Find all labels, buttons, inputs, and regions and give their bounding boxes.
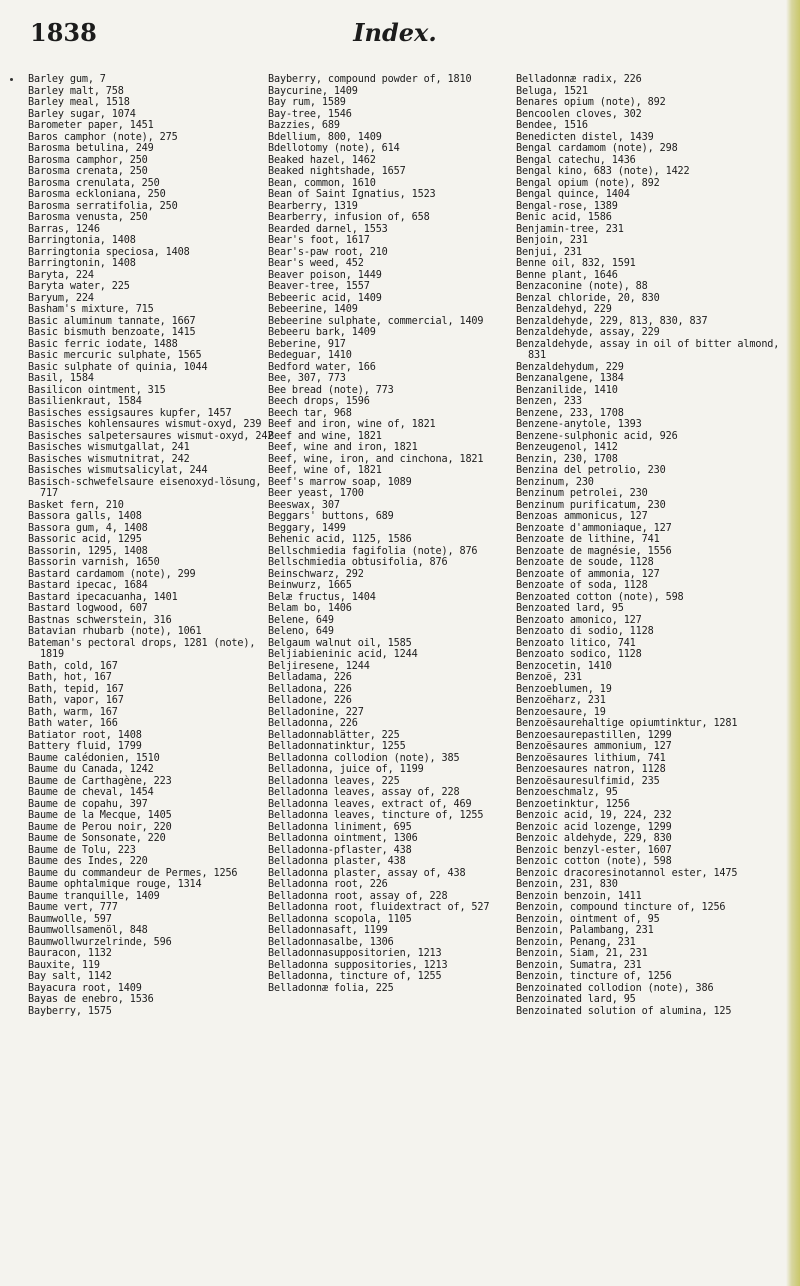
index-entry: Benzene, 233, 1708 <box>516 407 624 419</box>
index-entry: Barras, 1246 <box>28 223 100 235</box>
index-entry: Benzoated cotton (note), 598 <box>516 591 684 603</box>
index-entry: Bedford water, 166 <box>268 361 376 373</box>
index-entry: Basil, 1584 <box>28 373 94 384</box>
index-entry: Bay rum, 1589 <box>268 97 346 108</box>
index-entry: Baryta water, 225 <box>28 281 130 292</box>
index-entry: Benzoato amonico, 127 <box>516 614 642 626</box>
index-entry: Benzoinated collodion (note), 386 <box>516 982 714 994</box>
index-entry: Basisches salpetersaures wismut-oxyd, 242 <box>28 430 274 442</box>
index-entry: Benzoate de lithine, 741 <box>516 534 660 545</box>
index-entry: Baume de la Mecque, 1405 <box>28 810 172 821</box>
index-entry: Baume vert, 777 <box>28 902 118 913</box>
index-entry: Basic bismuth benzoate, 1415 <box>28 327 196 338</box>
index-entry: Basham's mixture, 715 <box>28 304 154 315</box>
index-entry: Baume de Perou noir, 220 <box>28 821 172 833</box>
index-entry: Benzoin, Penang, 231 <box>516 936 636 948</box>
index-entry: Baume du commandeur de Permes, 1256 <box>28 867 238 879</box>
index-entry: Baumwollwurzelrinde, 596 <box>28 936 172 948</box>
index-entry: Beeswax, 307 <box>268 499 340 511</box>
index-entry: Benzoate of ammonia, 127 <box>516 568 660 580</box>
index-entry: Belladonna-pflaster, 438 <box>268 844 412 856</box>
index-entry: Bebeerine, 1409 <box>268 304 358 315</box>
margin-mark <box>10 78 13 81</box>
index-entry: Beggars' buttons, 689 <box>268 511 394 522</box>
index-entry: Beech tar, 968 <box>268 407 352 419</box>
index-entry: Barley malt, 758 <box>28 85 124 97</box>
index-entry: Bath water, 166 <box>28 718 118 729</box>
index-entry: Benzoic benzyl-ester, 1607 <box>516 844 672 856</box>
index-entry: Belladonnasalbe, 1306 <box>268 936 394 948</box>
index-entry: Benzoësaures ammonium, 127 <box>516 741 672 752</box>
index-entry: Benzoin, 231, 830 <box>516 879 618 890</box>
index-entry: Belladonna ointment, 1306 <box>268 833 418 844</box>
index-entry: Bee, 307, 773 <box>268 373 346 384</box>
index-entry: Bassorin, 1295, 1408 <box>28 545 148 557</box>
index-entry: Bean of Saint Ignatius, 1523 <box>268 189 436 200</box>
index-entry: Basisches wismutsalicylat, 244 <box>28 465 208 476</box>
index-entry: Benzoin, ointment of, 95 <box>516 913 660 925</box>
index-entry: Belladonine, 227 <box>268 706 364 718</box>
index-entry: Beef and wine, 1821 <box>268 430 382 442</box>
index-entry: Bassorin varnish, 1650 <box>28 557 160 568</box>
index-entry: Baumwollsamenöl, 848 <box>28 925 148 936</box>
index-entry: Benzoesaurepastillen, 1299 <box>516 729 672 741</box>
index-entry: Belladama, 226 <box>268 672 352 683</box>
index-entry: Benzoësaures lithium, 741 <box>516 752 666 764</box>
index-entry: Beleno, 649 <box>268 626 334 637</box>
index-entry: Benne oil, 832, 1591 <box>516 258 636 269</box>
index-entry: Bateman's pectoral drops, 1281 (note), 1819 <box>28 637 256 660</box>
index-entry: Bastard ipecac, 1684 <box>28 580 148 591</box>
index-entry: Bengal cardamom (note), 298 <box>516 143 678 154</box>
index-entry: Benzaldehyde, assay in oil of bitter almond, 831 <box>516 338 780 361</box>
index-entry: Belladonna suppositories, 1213 <box>268 959 448 971</box>
index-entry: Bebeeric acid, 1409 <box>268 292 382 304</box>
index-entry: Bath, vapor, 167 <box>28 695 124 706</box>
index-entry: Benzoin benzoin, 1411 <box>516 890 642 902</box>
index-entry: Baryta, 224 <box>28 269 94 281</box>
index-entry: Benzinum petrolei, 230 <box>516 488 648 499</box>
index-entry: Belladonna, 226 <box>268 718 358 729</box>
index-entry: Benzene-sulphonic acid, 926 <box>516 430 678 442</box>
index-entry: Baumwolle, 597 <box>28 913 112 925</box>
index-entry: Bear's weed, 452 <box>268 258 364 269</box>
index-entry: Baros camphor (note), 275 <box>28 131 178 143</box>
index-entry: Bassora galls, 1408 <box>28 511 142 522</box>
index-entry: Beaked nightshade, 1657 <box>268 166 406 177</box>
index-entry: Benedicten distel, 1439 <box>516 131 654 143</box>
index-entry: Beef's marrow soap, 1089 <box>268 476 412 488</box>
index-entry: Benic acid, 1586 <box>516 212 612 223</box>
index-entry: Bearberry, 1319 <box>268 200 358 212</box>
index-entry: Belæ fructus, 1404 <box>268 591 376 603</box>
index-entry: Bassoric acid, 1295 <box>28 534 142 545</box>
index-entry: Battery fluid, 1799 <box>28 741 142 752</box>
index-entry: Benne plant, 1646 <box>516 269 618 281</box>
index-entry: Benzinum purificatum, 230 <box>516 499 666 511</box>
index-entry: Basisches essigsaures kupfer, 1457 <box>28 407 232 419</box>
index-entry: Beaver-tree, 1557 <box>268 281 370 292</box>
index-entry: Benares opium (note), 892 <box>516 97 666 108</box>
index-entry: Benzoë, 231 <box>516 672 582 683</box>
index-entry: Benzoeschmalz, 95 <box>516 787 618 798</box>
index-entry: Benzoinated lard, 95 <box>516 994 636 1005</box>
index-entry: Bellschmiedia fagifolia (note), 876 <box>268 545 478 557</box>
index-entry: Bengal quince, 1404 <box>516 189 630 200</box>
index-entry: Benzoate d'ammoniaque, 127 <box>516 522 672 534</box>
index-entry: Bdellotomy (note), 614 <box>268 143 400 154</box>
index-entry: Beinwurz, 1665 <box>268 580 352 591</box>
index-entry: Bazzies, 689 <box>268 120 340 131</box>
index-entry: Barley sugar, 1074 <box>28 108 136 120</box>
index-entry: Bellschmiedia obtusifolia, 876 <box>268 557 448 568</box>
index-entry: Benzen, 233 <box>516 396 582 407</box>
index-entry: Belladonna plaster, assay of, 438 <box>268 867 466 879</box>
index-entry: Benzoin, compound tincture of, 1256 <box>516 902 726 913</box>
index-entry: Batavian rhubarb (note), 1061 <box>28 626 202 637</box>
index-entry: Baume ophtalmique rouge, 1314 <box>28 879 202 890</box>
index-entry: Benzal chloride, 20, 830 <box>516 292 660 304</box>
index-entry: Baume de copahu, 397 <box>28 798 148 810</box>
index-entry: Bencoolen cloves, 302 <box>516 108 642 120</box>
index-entry: Barley meal, 1518 <box>28 97 130 108</box>
index-entry: Belladonna root, assay of, 228 <box>268 890 448 902</box>
index-entry: Benjamin-tree, 231 <box>516 223 624 235</box>
index-entry: Beef, wine and iron, 1821 <box>268 442 418 453</box>
index-entry: Benzoinated solution of alumina, 125 <box>516 1005 732 1017</box>
index-entry: Benzoin, Palambang, 231 <box>516 925 654 936</box>
index-entry: Benzinum, 230 <box>516 476 594 488</box>
index-entry: Bear's foot, 1617 <box>268 235 370 246</box>
index-entry: Belladonnæ folia, 225 <box>268 982 394 994</box>
index-entry: Barringtonia speciosa, 1408 <box>28 246 190 258</box>
index-entry: Benzoic cotton (note), 598 <box>516 856 672 867</box>
index-entry: Bearded darnel, 1553 <box>268 223 388 235</box>
index-entry: Benzoësauresulfimid, 235 <box>516 775 660 787</box>
index-entry: Baume calédonien, 1510 <box>28 752 160 764</box>
index-entry: Benzoato sodico, 1128 <box>516 649 642 660</box>
index-entry: Bath, cold, 167 <box>28 660 118 672</box>
index-entry: Basic sulphate of quinia, 1044 <box>28 361 208 373</box>
index-column-2 <box>268 74 518 994</box>
index-entry: Belladonnablätter, 225 <box>268 729 400 741</box>
index-entry: Benjoin, 231 <box>516 235 588 246</box>
index-entry: Bean, common, 1610 <box>268 177 376 189</box>
page-edge <box>786 0 800 1286</box>
index-entry: Bebeeru bark, 1409 <box>268 327 376 338</box>
index-entry: Bendee, 1516 <box>516 120 588 131</box>
index-column-3 <box>516 74 784 1017</box>
index-entry: Belladona, 226 <box>268 683 352 695</box>
index-entry: Benzocetin, 1410 <box>516 660 612 672</box>
index-entry: Belladonna root, 226 <box>268 879 388 890</box>
index-entry: Belladonna plaster, 438 <box>268 856 406 867</box>
index-entry: Beef, wine of, 1821 <box>268 465 382 476</box>
index-entry: Benzoate de magnésie, 1556 <box>516 545 672 557</box>
index-entry: Baume de Tolu, 223 <box>28 844 136 856</box>
index-entry: Benzoato litico, 741 <box>516 637 636 649</box>
index-entry: Belladonna scopola, 1105 <box>268 913 412 925</box>
index-entry: Benzoin, tincture of, 1256 <box>516 971 672 982</box>
index-entry: Beef and iron, wine of, 1821 <box>268 419 436 430</box>
index-entry: Benzoic acid lozenge, 1299 <box>516 821 672 833</box>
index-entry: Basilienkraut, 1584 <box>28 396 142 407</box>
index-entry: Basic mercuric sulphate, 1565 <box>28 350 202 361</box>
index-entry: Bastard logwood, 607 <box>28 603 148 614</box>
index-entry: Belladonna leaves, assay of, 228 <box>268 787 460 798</box>
index-entry: Basisches wismutnitrat, 242 <box>28 453 190 465</box>
index-entry: Barley gum, 7 <box>28 74 106 85</box>
index-entry: Bastnas schwerstein, 316 <box>28 614 172 626</box>
index-entry: Belladonna leaves, extract of, 469 <box>268 798 472 810</box>
index-entry: Belladonna collodion (note), 385 <box>268 752 460 764</box>
index-entry: Bay salt, 1142 <box>28 971 112 982</box>
index-entry: Benzoin, Sumatra, 231 <box>516 959 642 971</box>
index-entry: Baume de Sonsonate, 220 <box>28 833 166 844</box>
index-entry: Barosma serratifolia, 250 <box>28 200 178 212</box>
index-entry: Basisches kohlensaures wismut-oxyd, 239 <box>28 419 262 430</box>
index-entry: Bengal catechu, 1436 <box>516 154 636 166</box>
index-entry: Benzanalgene, 1384 <box>516 373 624 384</box>
index-entry: Bay-tree, 1546 <box>268 108 352 120</box>
index-entry: Benzaldehyde, 229, 813, 830, 837 <box>516 315 708 327</box>
index-entry: Benzoesaures natron, 1128 <box>516 764 666 775</box>
index-entry: Benzoic aldehyde, 229, 830 <box>516 833 672 844</box>
index-entry: Belladonna, tincture of, 1255 <box>268 971 442 982</box>
index-entry: Basisches wismutgallat, 241 <box>28 442 190 453</box>
index-entry: Beaked hazel, 1462 <box>268 154 376 166</box>
index-entry: Benzene-anytole, 1393 <box>516 419 642 430</box>
index-entry: Benzaldehyd, 229 <box>516 304 612 315</box>
index-entry: Bear's-paw root, 210 <box>268 246 388 258</box>
index-entry: Benzoato di sodio, 1128 <box>516 626 654 637</box>
index-entry: Bayberry, compound powder of, 1810 <box>268 74 472 85</box>
index-entry: Basisch-schwefelsaure eisenoxyd-lösung, 717 <box>28 476 262 499</box>
index-entry: Benzoesaure, 19 <box>516 706 606 718</box>
index-entry: Bauxite, 119 <box>28 959 100 971</box>
index-entry: Benzin, 230, 1708 <box>516 453 618 465</box>
index-entry: Beech drops, 1596 <box>268 396 370 407</box>
page-number: 1838 <box>30 18 97 47</box>
index-entry: Bath, hot, 167 <box>28 672 112 683</box>
index-entry: Belladonna root, fluidextract of, 527 <box>268 902 490 913</box>
index-entry: Baume du Canada, 1242 <box>28 764 154 775</box>
index-entry: Benzanilide, 1410 <box>516 384 618 396</box>
index-entry: Barosma betulina, 249 <box>28 143 154 154</box>
page-title: Index. <box>353 18 437 47</box>
index-entry: Baume de cheval, 1454 <box>28 787 154 798</box>
index-entry: Belladonnæ radix, 226 <box>516 74 642 85</box>
index-entry: Benzoic dracoresinotannol ester, 1475 <box>516 867 738 879</box>
index-entry: Belladonnasaft, 1199 <box>268 925 388 936</box>
index-entry: Benzoin, Siam, 21, 231 <box>516 948 648 959</box>
index-entry: Beljiabieninic acid, 1244 <box>268 649 418 660</box>
index-entry: Benzoetinktur, 1256 <box>516 798 630 810</box>
index-column-1 <box>28 74 278 1017</box>
index-entry: Barringtonin, 1408 <box>28 258 136 269</box>
index-entry: Bee bread (note), 773 <box>268 384 394 396</box>
index-entry: Bengal opium (note), 892 <box>516 177 660 189</box>
index-entry: Beluga, 1521 <box>516 85 588 97</box>
index-entry: Bauracon, 1132 <box>28 948 112 959</box>
index-entry: Barosma eckloniana, 250 <box>28 189 166 200</box>
index-entry: Belladonna, juice of, 1199 <box>268 764 424 775</box>
index-entry: Basilicon ointment, 315 <box>28 384 166 396</box>
index-entry: Bayacura root, 1409 <box>28 982 142 994</box>
index-entry: Benzoate of soda, 1128 <box>516 580 648 591</box>
page-header <box>20 14 770 58</box>
index-entry: Belladonna leaves, tincture of, 1255 <box>268 810 484 821</box>
index-entry: Baycurine, 1409 <box>268 85 358 97</box>
index-entry: Bayberry, 1575 <box>28 1005 112 1017</box>
index-entry: Bastard ipecacuanha, 1401 <box>28 591 178 603</box>
index-entry: Belladonna leaves, 225 <box>268 775 400 787</box>
index-entry: Benzina del petrolio, 230 <box>516 465 666 476</box>
index-entry: Batiator root, 1408 <box>28 729 142 741</box>
index-entry: Benzoated lard, 95 <box>516 603 624 614</box>
index-entry: Benzoeblumen, 19 <box>516 683 612 695</box>
index-entry: Barometer paper, 1451 <box>28 120 154 131</box>
index-entry: Benzoate de soude, 1128 <box>516 557 654 568</box>
index-entry: Benzaconine (note), 88 <box>516 281 648 292</box>
index-entry: Benzaldehydum, 229 <box>516 361 624 373</box>
index-entry: Benzoësaurehaltige opiumtinktur, 1281 <box>516 718 738 729</box>
index-entry: Benzoic acid, 19, 224, 232 <box>516 810 672 821</box>
index-entry: Bedeguar, 1410 <box>268 350 352 361</box>
index-entry: Barosma crenulata, 250 <box>28 177 160 189</box>
index-entry: Beberine, 917 <box>268 338 346 350</box>
index-entry: Beer yeast, 1700 <box>268 488 364 499</box>
index-entry: Bayas de enebro, 1536 <box>28 994 154 1005</box>
index-entry: Bastard cardamom (note), 299 <box>28 568 196 580</box>
index-entry: Beljiresene, 1244 <box>268 660 370 672</box>
index-entry: Bengal kino, 683 (note), 1422 <box>516 166 690 177</box>
index-entry: Barosma camphor, 250 <box>28 154 148 166</box>
index-entry: Behenic acid, 1125, 1586 <box>268 534 412 545</box>
index-entry: Barosma venusta, 250 <box>28 212 148 223</box>
index-entry: Basic ferric iodate, 1488 <box>28 338 178 350</box>
index-entry: Belladone, 226 <box>268 695 352 706</box>
index-entry: Barringtonia, 1408 <box>28 235 136 246</box>
index-entry: Belladonnasuppositorien, 1213 <box>268 948 442 959</box>
index-entry: Bath, warm, 167 <box>28 706 118 718</box>
index-entry: Baryum, 224 <box>28 292 94 304</box>
index-entry: Bengal-rose, 1389 <box>516 200 618 212</box>
index-entry: Benzoas ammonicus, 127 <box>516 511 648 522</box>
index-entry: Basket fern, 210 <box>28 499 124 511</box>
index-entry: Beaver poison, 1449 <box>268 269 382 281</box>
index-entry: Bebeerine sulphate, commercial, 1409 <box>268 315 484 327</box>
index-entry: Baume de Carthagène, 223 <box>28 775 172 787</box>
index-entry: Baume tranquille, 1409 <box>28 890 160 902</box>
index-entry: Benzeugenol, 1412 <box>516 442 618 453</box>
index-entry: Benzaldehyde, assay, 229 <box>516 327 660 338</box>
index-entry: Beinschwarz, 292 <box>268 568 364 580</box>
index-entry: Beef, wine, iron, and cinchona, 1821 <box>268 453 484 465</box>
index-entry: Belladonna liniment, 695 <box>268 821 412 833</box>
index-entry: Benzoëharz, 231 <box>516 695 606 706</box>
index-entry: Baume des Indes, 220 <box>28 856 148 867</box>
index-entry: Beggary, 1499 <box>268 522 346 534</box>
index-entry: Bdellium, 800, 1409 <box>268 131 382 143</box>
index-entry: Bearberry, infusion of, 658 <box>268 212 430 223</box>
index-entry: Belam bo, 1406 <box>268 603 352 614</box>
index-entry: Belgaum walnut oil, 1585 <box>268 637 412 649</box>
index-entry: Barosma crenata, 250 <box>28 166 148 177</box>
index-entry: Benjui, 231 <box>516 246 582 258</box>
index-entry: Bath, tepid, 167 <box>28 683 124 695</box>
index-entry: Belladonnatinktur, 1255 <box>268 741 406 752</box>
index-entry: Bassora gum, 4, 1408 <box>28 522 148 534</box>
index-entry: Belene, 649 <box>268 614 334 626</box>
index-entry: Basic aluminum tannate, 1667 <box>28 315 196 327</box>
